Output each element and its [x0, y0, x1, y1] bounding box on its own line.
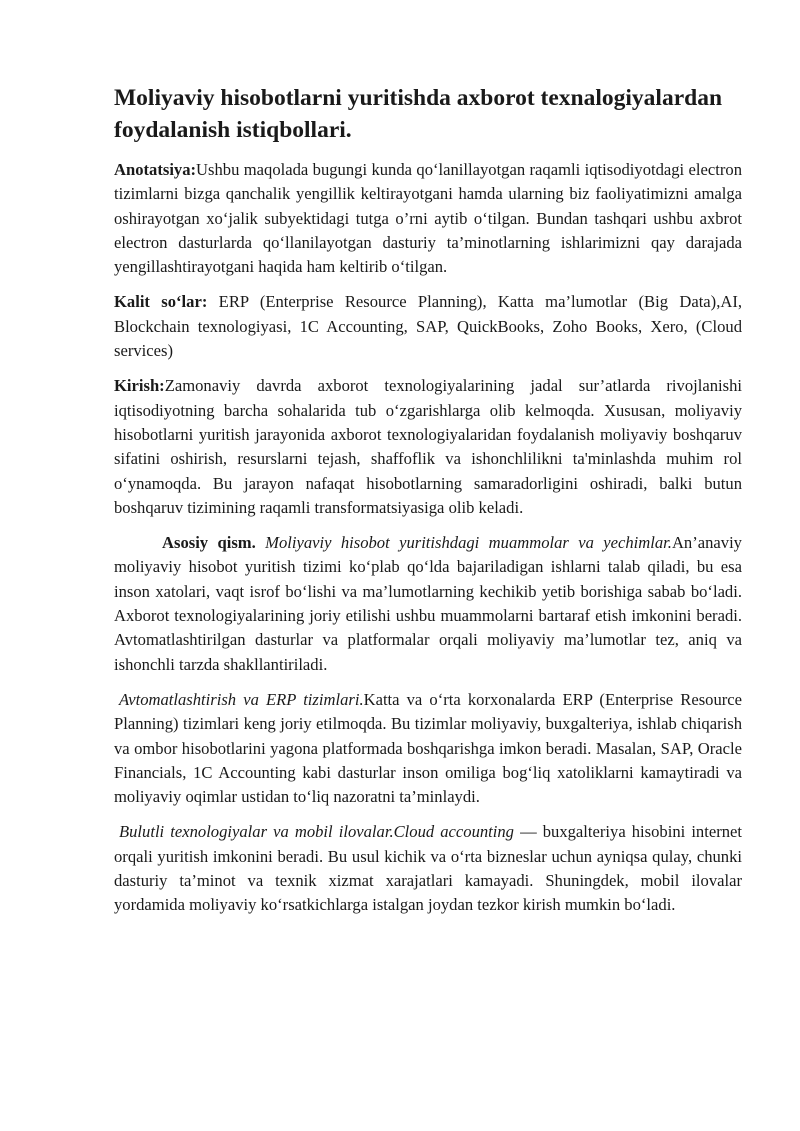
- keywords-text: ERP (Enterprise Resource Planning), Katta ma’lumotlar (Big Data),AI, Blockchain texnologiyasi, 1C Accounting, SAP, QuickBooks, Zoho Books, Xero, (Cloud services): [114, 292, 742, 361]
- cloud-text: — buxgalteriya hisobini internet orqali yuritish imkonini beradi. Bu usul kichik va o‘rta bizneslar uchun ayniqsa qulay, chunki dasturiy ta’minot va texnik xizmat xarajatlari kamayadi. Shuningdek, mobil ilovalar yordamida moliyaviy ko‘rsatkichlarga istalgan joydan tezkor kirish mumkin bo‘ladi.: [114, 822, 743, 915]
- keywords-label: Kalit so‘lar:: [114, 292, 208, 312]
- page-title: Moliyaviy hisobotlarni yuritishda axborot texnalogiyalardan foydalanish istiqbollari.: [114, 85, 723, 143]
- erp-text: Katta va o‘rta korxonalarda ERP (Enterprise Resource Planning) tizimlari keng joriy etilmoqda. Bu tizimlar moliyaviy, buxgalteriya, ishlab chiqarish va ombor hisobotlarini yagona platformada boshqarishga imkon beradi. Masalan, SAP, Oracle Financials, 1C Accounting kabi dasturlar inson omiliga bog‘liq xatoliklarni kamaytiradi va moliyaviy oqimlar ustidan to‘liq nazoratni ta’minlaydi.: [114, 689, 742, 807]
- main-text: An’anaviy moliyaviy hisobot yuritish tizimi ko‘plab qo‘lda bajariladigan ishlarni talab qiladi, bu esa inson xatolari, vaqt isrof bo‘lishi va ma’lumotlarning kechikib yetib borishiga sabab bo‘ladi. Axborot texnologiyalarining joriy etilishi ushbu muammolarni bartaraf etish imkonini beradi. Avtomatlashtirilgan dasturlar va platformalar orqali moliyaviy ma’lumotlar tez, aniq va ishonchli tarzda shakllantiriladi.: [114, 533, 742, 674]
- intro-label: Kirish:: [114, 376, 165, 396]
- main-paragraph: [114, 531, 742, 677]
- erp-subtitle: Avtomatlashtirish va ERP tizimlari.: [119, 689, 364, 709]
- intro-text: Zamonaviy davrda axborot texnologiyalarining jadal sur’atlarda rivojlanishi iqtisodiyotning barcha sohalarida tub o‘zgarishlarga olib kelmoqda. Xususan, moliyaviy hisobotlarni yuritish jarayonida axborot texnologiyalaridan foydalanish moliyaviy boshqaruv sifatini oshirish, resurslarni tejash, shaffoflik va ishonchlilikni ta'minlashda muhim rol o‘ynamoqda. Bu jarayon nafaqat hisobotlarning samaradorligini oshiradi, balki butun boshqaruv tizimining raqamli transformatsiyasiga olib keladi.: [114, 376, 742, 517]
- cloud-paragraph: [114, 820, 742, 917]
- cloud-subtitle: Bulutli texnologiyalar va mobil ilovalar.Cloud accounting: [119, 822, 514, 842]
- abstract-paragraph: [114, 158, 742, 279]
- erp-paragraph: [114, 688, 742, 809]
- main-label: Asosiy qism.: [162, 533, 256, 553]
- main-subtitle: Moliyaviy hisobot yuritishdagi muammolar va yechimlar.: [255, 533, 672, 553]
- abstract-text: Ushbu maqolada bugungi kunda qo‘lanillayotgan raqamli iqtisodiyotdagi electron tizimlarni bizga qanchalik yengillik keltirayotgani hamda ularning biz faoliyatimizni amalga oshirayotgan xo‘jalik subyektidagi tutga o’rni aytib o‘tilgan. Bundan tashqari ushbu axbrot electron dasturlarda qo‘llanilayotgan dasturiy ta’minotlarning ishlarimizni qay darajada yengillashtirayotgani haqida ham keltirib o‘tilgan.: [114, 160, 742, 277]
- abstract-label: Anotatsiya:: [114, 160, 197, 179]
- keywords-paragraph: [114, 290, 742, 363]
- document-page: [114, 82, 742, 929]
- intro-paragraph: [114, 374, 742, 520]
